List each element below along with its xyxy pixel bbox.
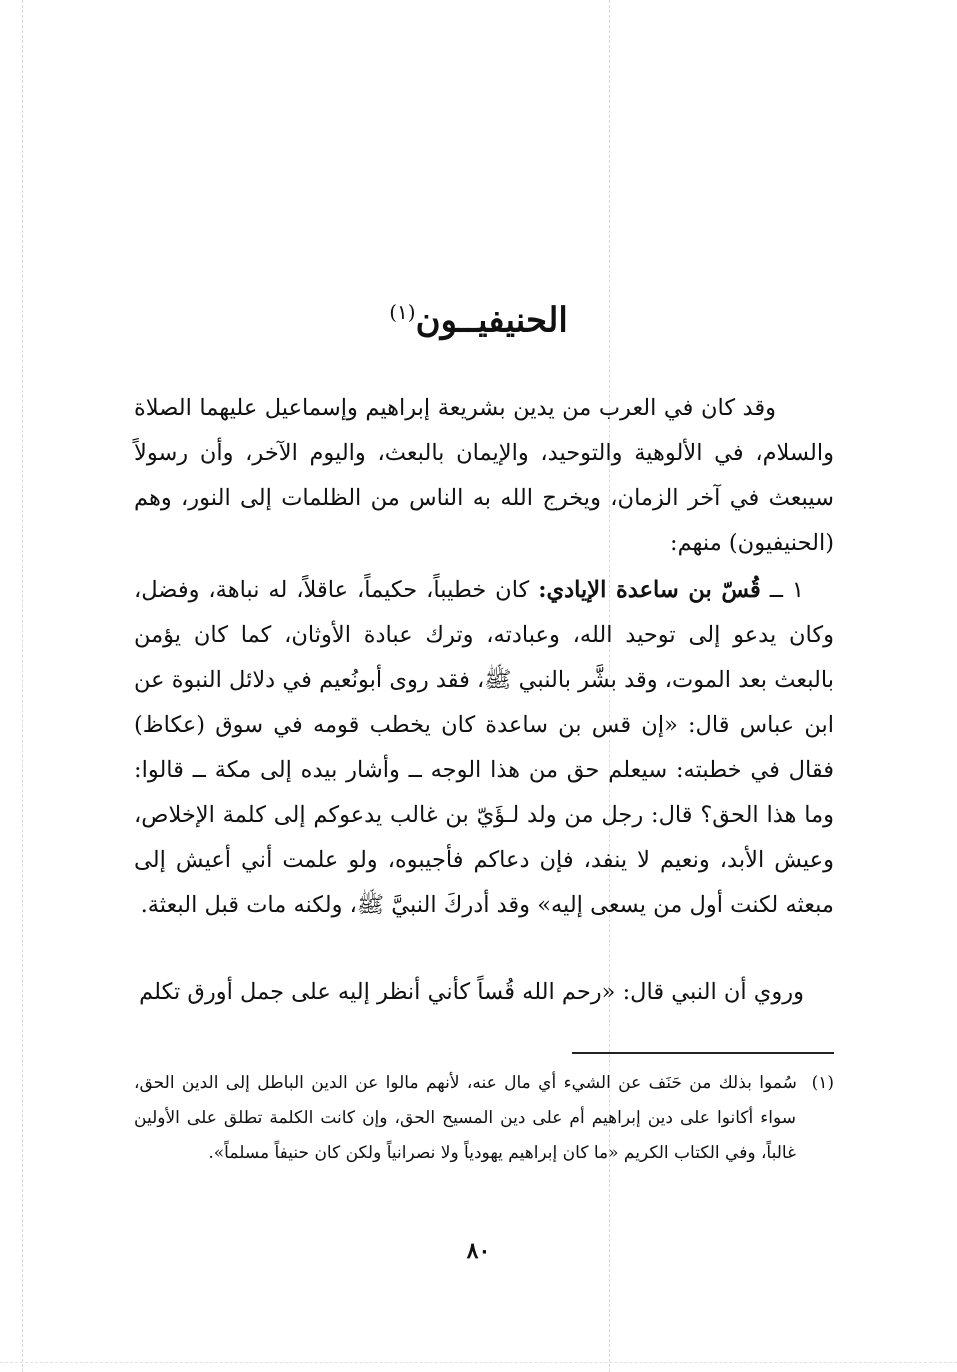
qus-paragraph-text: كان خطيباً، حكيماً، عاقلاً، له نباهة، وفضل، وكان يدعو إلى توحيد الله، وعبادته، وترك عبادة الأوثان، كما كان يؤمن بالبعث بعد الموت، وقد بشَّر بالنبي ﷺ، فقد روى أبونُعيم في دلائل النبوة عن ابن عباس قال: «إن قس بن ساعدة كان يخطب قومه في سوق (عكاظ) فقال في خطبته: سيعلم حق من هذا الوجه ــ وأشار بيده إلى مكة ــ قالوا: وما هذا الحق؟ قال: رجل من ولد لـؤَيّ بن غالب يدعوكم إلى كلمة الإخلاص، وعيش الأبد، ونعيم لا ينفد، فإن دعاكم فأجيبوه، ولو علمت أني أعيش إلى مبعثه لكنت أول من يسعى إليه» وقد أدركَ النبيَّ ﷺ، ولكنه مات قبل البعثة. [134,577,834,918]
footnote-body [134,1066,834,1171]
qus-paragraph [134,568,834,928]
title-footnote-marker: (١) [389,300,416,324]
chapter-title-text: الحنيفيــون [415,300,568,341]
page-number: ٨٠ [466,1238,491,1264]
item-number: ١ ــ [769,577,804,603]
person-name: قُسّ بن ساعدة الإيادي: [538,577,761,603]
footnote-separator [572,1052,834,1054]
footnote-text: سُموا بذلك من حَنَف عن الشيء أي مال عنه، لأنهم مالوا عن الدين الباطل إلى الدين الحق، سواء أكانوا على دين إبراهيم أم على دين المسيح الحق، وإن كانت الكلمة تطلق على الأولين غالباً، وفي الكتاب الكريم «ما كان إبراهيم يهودياً ولا نصرانياً ولكن كان حنيفاً مسلماً». [134,1073,797,1163]
narration-paragraph: وروي أن النبي قال: «رحم الله قُساً كأني أنظر إليه على جمل أورق تكلم [139,979,804,1005]
footnote-marker: (١) [811,1073,834,1093]
intro-paragraph: وقد كان في العرب من يدين بشريعة إبراهيم وإسماعيل عليهما الصلاة والسلام، في الألوهية والتوحيد، والإيمان بالبعث، واليوم الآخر، وأن رسولاً سيبعث في آخر الزمان، ويخرج الله به الناس من الظلمات إلى النور، وهم (الحنيفيون) منهم: [134,395,834,556]
chapter-title [0,300,957,340]
footnote [134,1066,834,1171]
scan-guide-bottom [0,1362,957,1363]
scan-guide-left [22,0,23,1372]
